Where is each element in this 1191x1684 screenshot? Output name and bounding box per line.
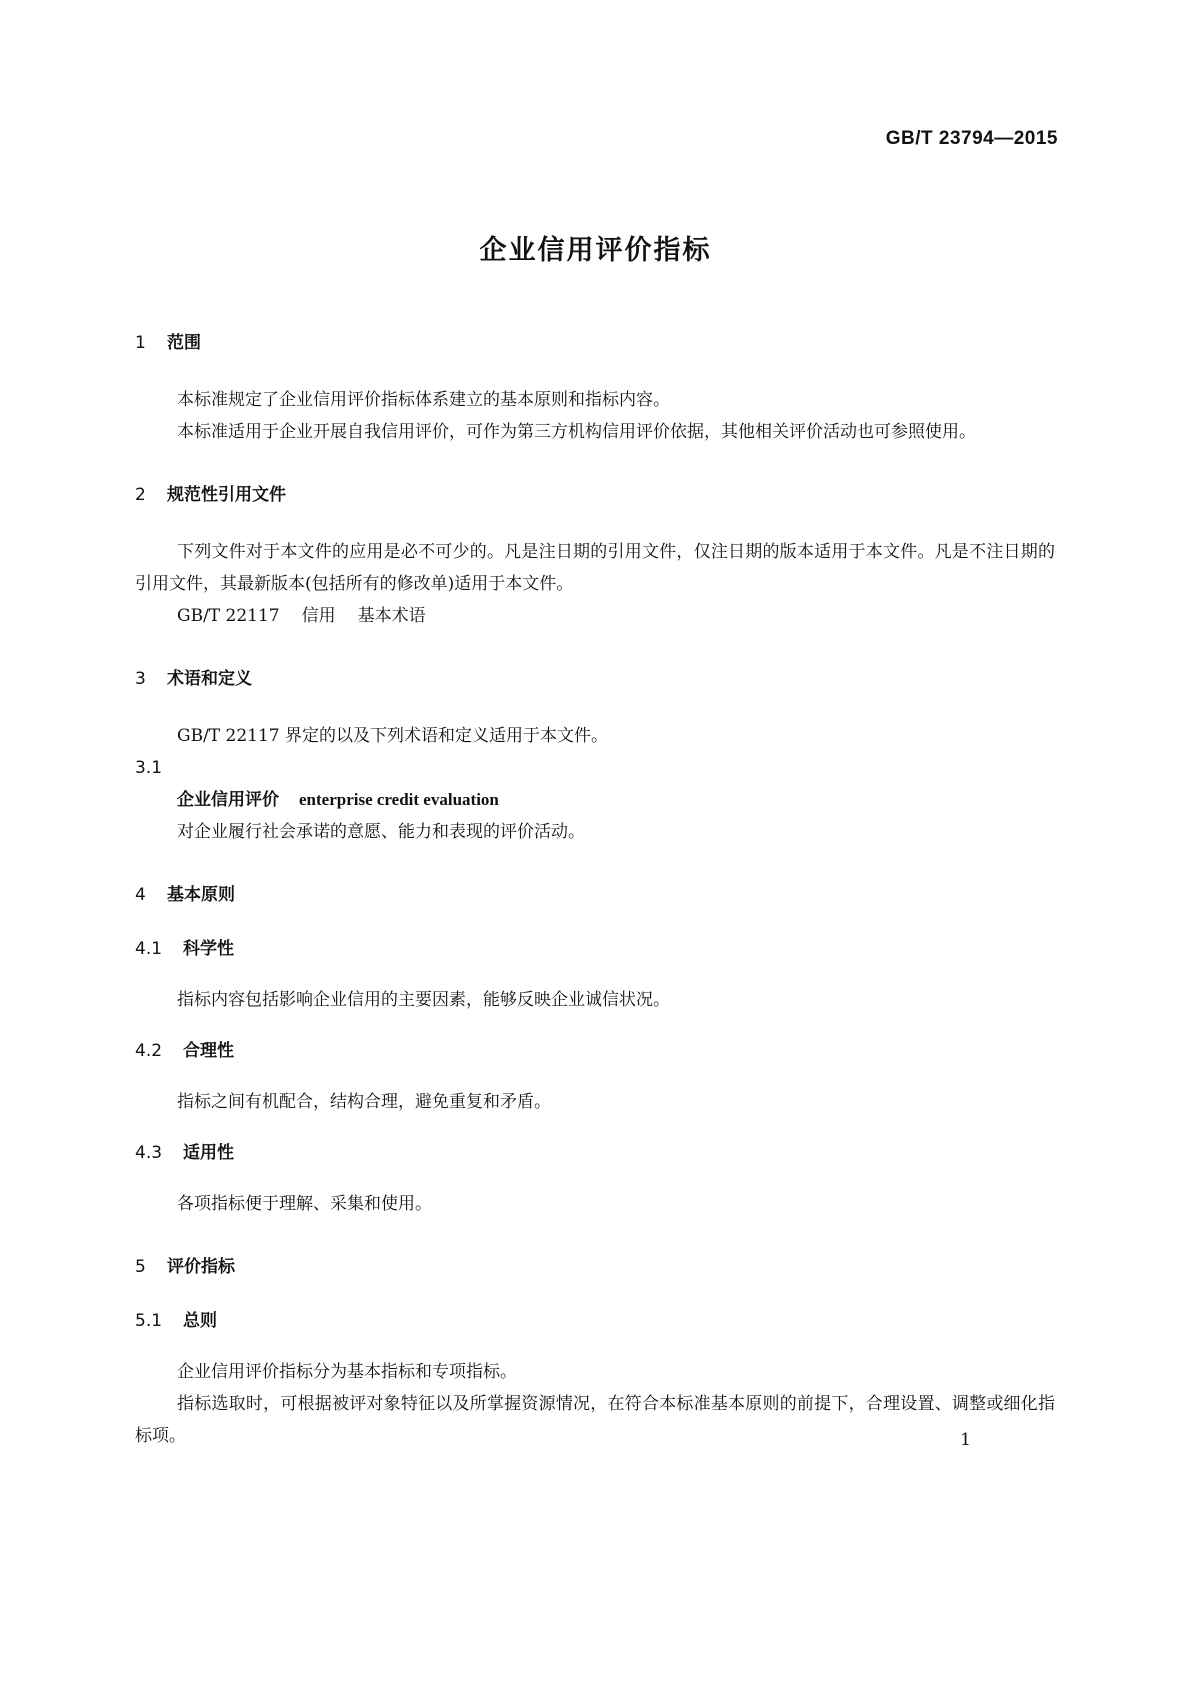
page-number: 1 <box>960 1430 971 1450</box>
section-number: 5 <box>135 1257 146 1277</box>
reference-title-part: 信用 <box>301 606 336 626</box>
subsection-5-1-heading <box>135 1308 1055 1334</box>
reference-code: GB/T 22117 <box>177 606 280 626</box>
paragraph: 指标之间有机配合，结构合理，避免重复和矛盾。 <box>177 1092 551 1112</box>
standard-code: GB/T 23794—2015 <box>885 128 1058 149</box>
term-english: enterprise credit evaluation <box>299 790 499 809</box>
subsection-number: 4.1 <box>135 939 163 959</box>
section-4-heading <box>135 882 1055 908</box>
paragraph: 下列文件对于本文件的应用是必不可少的。凡是注日期的引用文件，仅注日期的版本适用于本文件。凡是不注日期的引用文件，其最新版本(包括所有的修改单)适用于本文件。 <box>135 542 1055 594</box>
subsection-number: 5.1 <box>135 1311 163 1331</box>
subsection-title: 科学性 <box>183 939 234 959</box>
paragraph: 指标内容包括影响企业信用的主要因素，能够反映企业诚信状况。 <box>177 990 670 1010</box>
section-title: 术语和定义 <box>167 669 252 689</box>
section-number: 2 <box>135 485 146 505</box>
section-number: 3 <box>135 669 146 689</box>
subsection-4-2-heading <box>135 1038 1055 1064</box>
subsection-number: 4.3 <box>135 1143 163 1163</box>
section-title: 基本原则 <box>167 885 235 905</box>
term-chinese: 企业信用评价 <box>177 790 279 810</box>
normative-reference <box>135 600 1055 632</box>
term-entry <box>135 784 1055 816</box>
document-title: 企业信用评价指标 <box>479 235 712 266</box>
section-title: 范围 <box>167 333 201 353</box>
paragraph: 指标选取时，可根据被评对象特征以及所掌握资源情况，在符合本标准基本原则的前提下，合理设置、调整或细化指标项。 <box>135 1394 1055 1446</box>
section-title: 评价指标 <box>167 1257 235 1277</box>
section-number: 1 <box>135 333 146 353</box>
section-2-heading <box>135 482 1055 508</box>
section-5-heading <box>135 1254 1055 1280</box>
section-3-heading <box>135 666 1055 692</box>
document-body <box>135 330 1055 1452</box>
reference-title-part: 基本术语 <box>357 606 426 626</box>
subsection-number: 4.2 <box>135 1041 163 1061</box>
paragraph: 本标准适用于企业开展自我信用评价，可作为第三方机构信用评价依据，其他相关评价活动也可参照使用。 <box>177 422 976 442</box>
subsection-title: 总则 <box>183 1311 217 1331</box>
paragraph: 本标准规定了企业信用评价指标体系建立的基本原则和指标内容。 <box>177 390 670 410</box>
paragraph: 企业信用评价指标分为基本指标和专项指标。 <box>177 1362 517 1382</box>
subsection-title: 合理性 <box>183 1041 234 1061</box>
subsection-4-1-heading <box>135 936 1055 962</box>
term-definition: 对企业履行社会承诺的意愿、能力和表现的评价活动。 <box>177 822 585 842</box>
subsection-title: 适用性 <box>183 1143 234 1163</box>
subsection-4-3-heading <box>135 1140 1055 1166</box>
paragraph: 各项指标便于理解、采集和使用。 <box>177 1194 432 1214</box>
term-number: 3.1 <box>135 758 163 778</box>
section-title: 规范性引用文件 <box>167 485 286 505</box>
paragraph: GB/T 22117 界定的以及下列术语和定义适用于本文件。 <box>177 726 609 746</box>
section-1-heading <box>135 330 1055 356</box>
section-number: 4 <box>135 885 146 905</box>
